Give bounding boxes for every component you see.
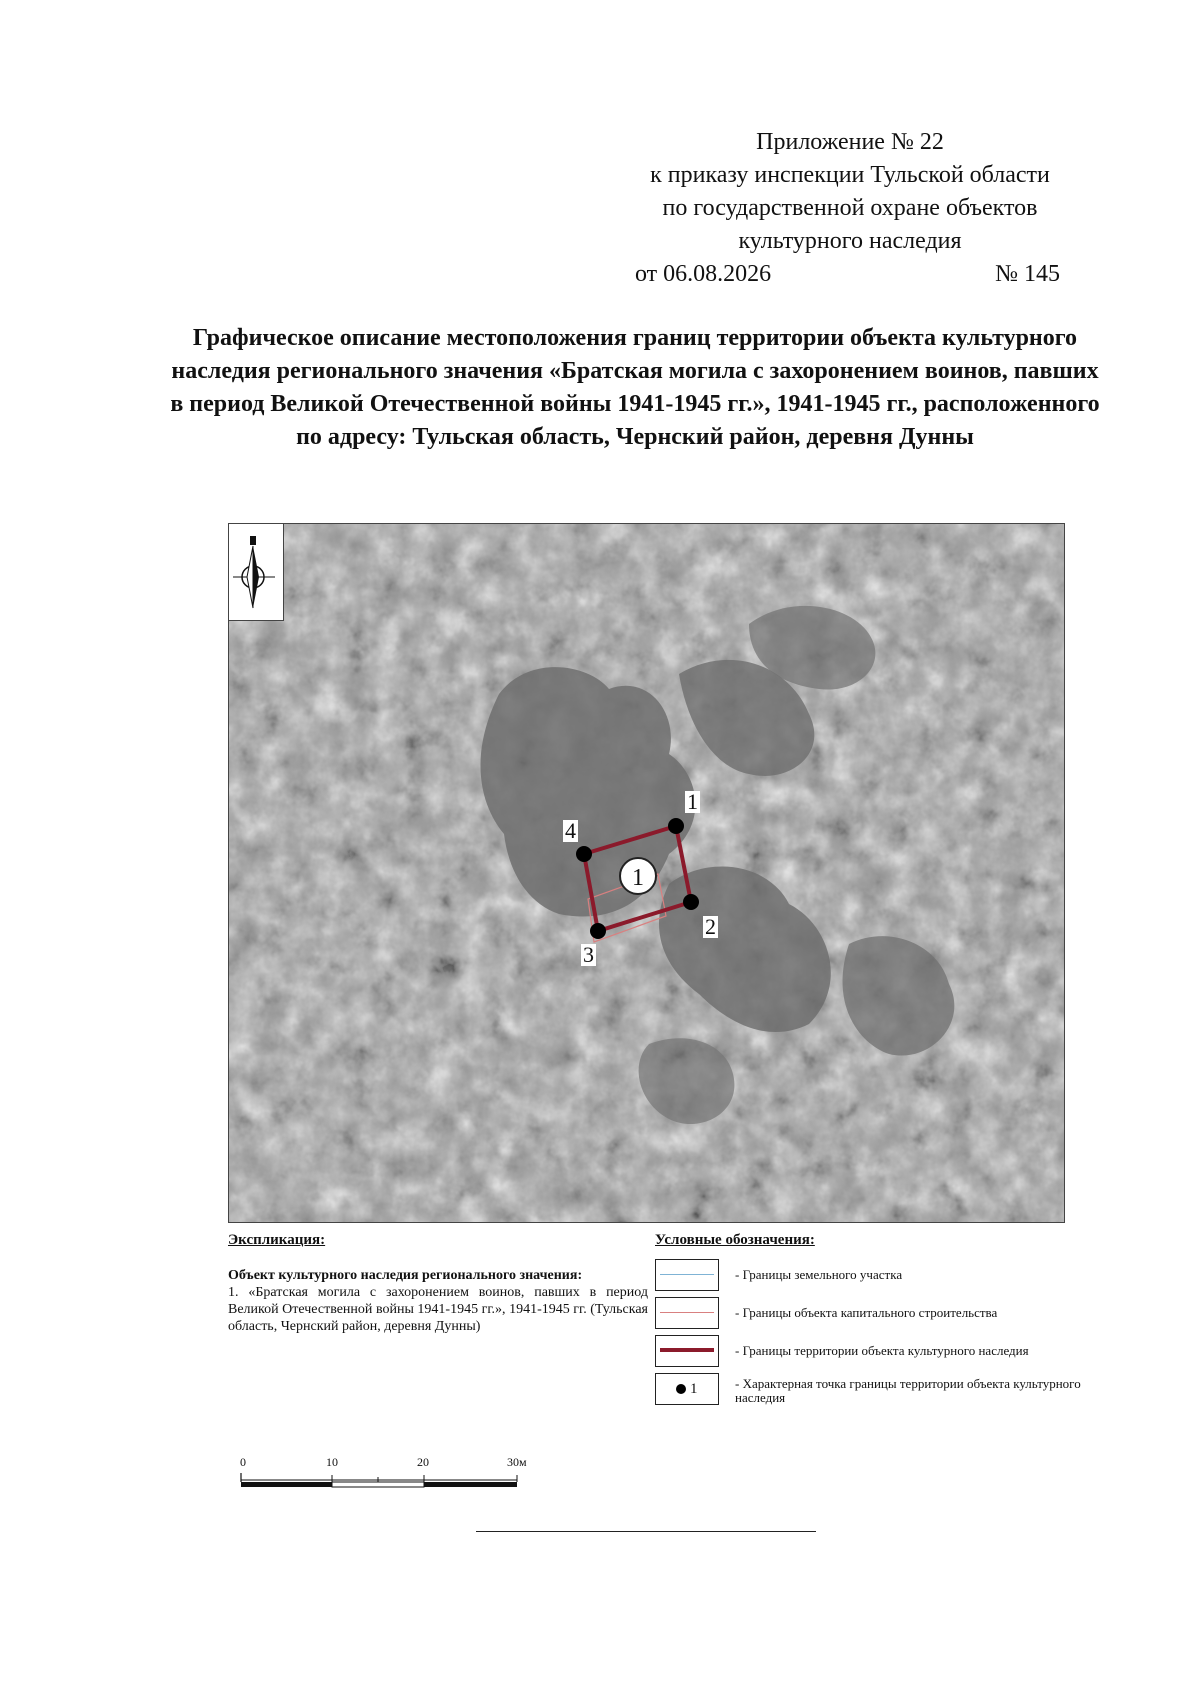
construction-line-icon [660,1312,714,1313]
legend-swatch [655,1335,719,1367]
appendix-line: по государственной охране объектов [662,195,1038,221]
appendix-line: к приказу инспекции Тульской области [650,162,1050,188]
legend [655,1232,1095,1417]
appendix-header [600,126,1100,291]
order-number: № 145 [995,261,1060,287]
order-dateline [600,258,1100,291]
legend-point-number: 1 [690,1381,698,1397]
order-date: от 06.08.2026 [635,261,772,287]
legend-swatch [655,1259,719,1291]
legend-label: - Характерная точка границы территории объекта культурного наследия [735,1376,1081,1405]
scale-tick-label: 30м [507,1455,527,1469]
bottom-separator [476,1531,816,1532]
land-plot-line-icon [660,1274,714,1275]
scale-bar-graphic [240,1455,540,1495]
appendix-line: Приложение № 22 [756,129,944,155]
legend-label: - Границы объекта капитального строительства [735,1305,998,1320]
scale-tick-label: 20 [417,1455,429,1469]
legend-item [655,1335,1095,1373]
point-label-4: 4 [565,818,576,843]
legend-label: - Границы территории объекта культурного наследия [735,1343,1029,1358]
legend-label: - Границы земельного участка [735,1267,903,1282]
document-title: Графическое описание местоположения границ территории объекта культурного наследия регионального значения «Братская могила с захоронением воинов, павших в период Великой Отечественной войны 1941-1945 гг.», 1941-1945 гг., расположенного по адресу: Тульская область, Чернский район, деревня Дунны [170,325,1100,450]
explication-text: 1. «Братская могила с захоронением воинов, павших в период Великой Отечественной войны 1941-1945 гг.», 1941-1945 гг. (Тульская область, Чернский район, деревня Дунны) [228,1285,648,1334]
point-label-3: 3 [583,942,594,967]
heritage-boundary-line-icon [660,1348,714,1352]
explication-subheader: Объект культурного наследия регионального значения: [228,1268,583,1283]
scale-tick-label: 10 [326,1455,338,1469]
boundary-point-3 [590,923,606,939]
boundary-point-icon [676,1384,686,1394]
explication [228,1232,648,1335]
legend-swatch [655,1297,719,1329]
legend-item [655,1373,1095,1417]
legend-header: Условные обозначения: [655,1232,815,1248]
point-label-1: 1 [687,789,698,814]
legend-swatch [655,1373,719,1405]
point-label-2: 2 [705,914,716,939]
appendix-line: культурного наследия [738,228,962,254]
boundary-point-4 [576,846,592,862]
boundary-point-2 [683,894,699,910]
legend-item [655,1259,1095,1297]
object-number-marker: 1 [619,857,657,895]
scale-tick-label: 0 [240,1455,246,1469]
explication-header: Экспликация: [228,1232,326,1248]
legend-item [655,1297,1095,1335]
map-image [228,523,1065,1223]
boundary-point-1 [668,818,684,834]
scale-bar [240,1455,540,1495]
